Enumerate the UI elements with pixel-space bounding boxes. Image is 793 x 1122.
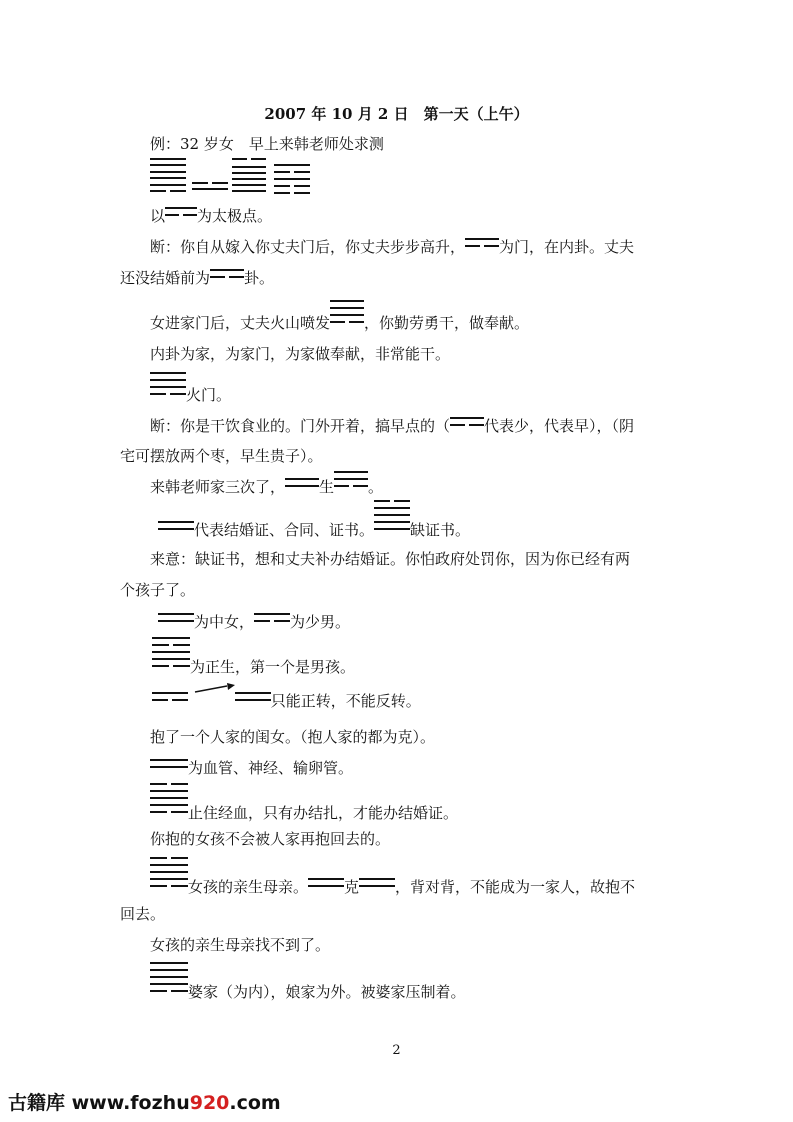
text-span: 代表少，代表早），（阴	[484, 417, 635, 435]
page-number: 2	[392, 1043, 401, 1058]
trigram-icon	[150, 878, 188, 892]
text-line: 内卦为家，为家门，为家做奉献，非常能干。	[150, 345, 451, 363]
trigram-icon	[158, 613, 194, 627]
trigram-icon	[450, 417, 484, 431]
trigram-icon	[165, 207, 197, 221]
trigram-icon	[285, 478, 319, 492]
trigram-icon	[210, 269, 244, 283]
text-line	[152, 692, 421, 710]
hexagram-3	[232, 158, 266, 196]
text-line	[150, 759, 353, 777]
text-line	[150, 878, 635, 896]
text-span: 婆家（为内），娘家为外。被婆家压制着。	[188, 983, 466, 1001]
footer-url-part: www.fozhu	[71, 1092, 190, 1114]
text-line: 抱了一个人家的闺女。（抱人家的都为克）。	[150, 728, 436, 746]
footer-brand: 古籍库	[8, 1092, 72, 1114]
footer-url-number: 920	[189, 1092, 230, 1114]
trigram-icon	[254, 613, 290, 627]
text-span: 缺证书。	[410, 521, 471, 539]
text-span: 为中女，	[194, 613, 255, 631]
trigram-icon	[150, 386, 186, 400]
text-span: 以	[150, 207, 166, 225]
text-line	[158, 521, 470, 539]
text-line: 女孩的亲生母亲找不到了。	[150, 936, 331, 954]
text-line: 你抱的女孩不会被人家再抱回去的。	[150, 830, 391, 848]
text-span: 女进家门后，丈夫火山喷发	[150, 314, 331, 332]
page-title: 2007 年 10 月 2 日 第一天（上午）	[264, 105, 529, 123]
text-line	[150, 207, 272, 225]
text-line: 宅可摆放两个枣，早生贵子）。	[120, 447, 323, 465]
trigram-icon	[359, 878, 395, 892]
text-line: 来意：缺证书，想和丈夫补办结婚证。你怕政府处罚你，因为你已经有两	[150, 550, 631, 568]
text-span: 代表结婚证、合同、证书。	[194, 521, 375, 539]
text-span: 断：你自从嫁入你丈夫门后，你丈夫步步高升，	[150, 238, 466, 256]
text-span: 为太极点。	[197, 207, 273, 225]
text-line	[150, 417, 634, 435]
text-span: 来韩老师家三次了，	[150, 478, 286, 496]
text-span: 为正生，第一个是男孩。	[190, 658, 356, 676]
text-span: 为血管、神经、输卵管。	[188, 759, 354, 777]
text-span: 只能正转，不能反转。	[270, 692, 421, 710]
footer-watermark	[8, 1088, 281, 1115]
text-line	[158, 613, 350, 631]
hexagram-1	[150, 156, 186, 196]
text-span: 为少男。	[290, 613, 351, 631]
trigram-icon	[308, 878, 344, 892]
text-line: 个孩子了。	[120, 581, 196, 599]
trigram-icon	[158, 521, 194, 535]
trigram-icon	[235, 692, 271, 706]
footer-url-tld: .com	[229, 1092, 281, 1114]
text-line	[152, 658, 355, 676]
text-line: 回去。	[120, 905, 166, 923]
trigram-icon	[374, 521, 410, 535]
text-line	[150, 386, 231, 404]
text-line	[150, 314, 529, 332]
trigram-icon	[330, 314, 364, 328]
text-span: 止住经血，只有办结扎，才能办结婚证。	[188, 804, 459, 822]
example-line: 例：32 岁女 早上来韩老师处求测	[150, 135, 384, 153]
trigram-icon	[334, 478, 368, 492]
trigram-icon	[465, 238, 499, 252]
text-span: ，背对背，不能成为一家人，故抱不	[395, 878, 636, 896]
hexagram-row	[150, 156, 320, 198]
trigram-icon	[152, 692, 188, 706]
trigram-icon	[150, 983, 188, 997]
text-span: 女孩的亲生母亲。	[188, 878, 309, 896]
text-span: 火门。	[186, 386, 232, 404]
text-line	[150, 478, 383, 496]
text-line	[150, 238, 634, 256]
trigram-icon	[152, 658, 190, 672]
text-line	[150, 804, 458, 822]
trigram-icon	[150, 759, 188, 773]
arrow-icon	[193, 692, 235, 706]
text-span: 克	[344, 878, 360, 896]
text-span: ，你勤劳勇干，做奉献。	[364, 314, 530, 332]
trigram-icon	[150, 804, 188, 818]
hexagram-2	[192, 180, 228, 196]
text-span: 生	[319, 478, 335, 496]
text-span: 卦。	[244, 269, 275, 287]
text-span: 为门，在内卦。丈夫	[499, 238, 635, 256]
text-line	[120, 269, 274, 287]
text-span: 还没结婚前为	[120, 269, 211, 287]
text-line	[150, 983, 466, 1001]
text-span: 。	[368, 478, 384, 496]
text-span: 断：你是干饮食业的。门外开着，搞早点的（	[150, 417, 451, 435]
hexagram-4	[274, 164, 310, 196]
